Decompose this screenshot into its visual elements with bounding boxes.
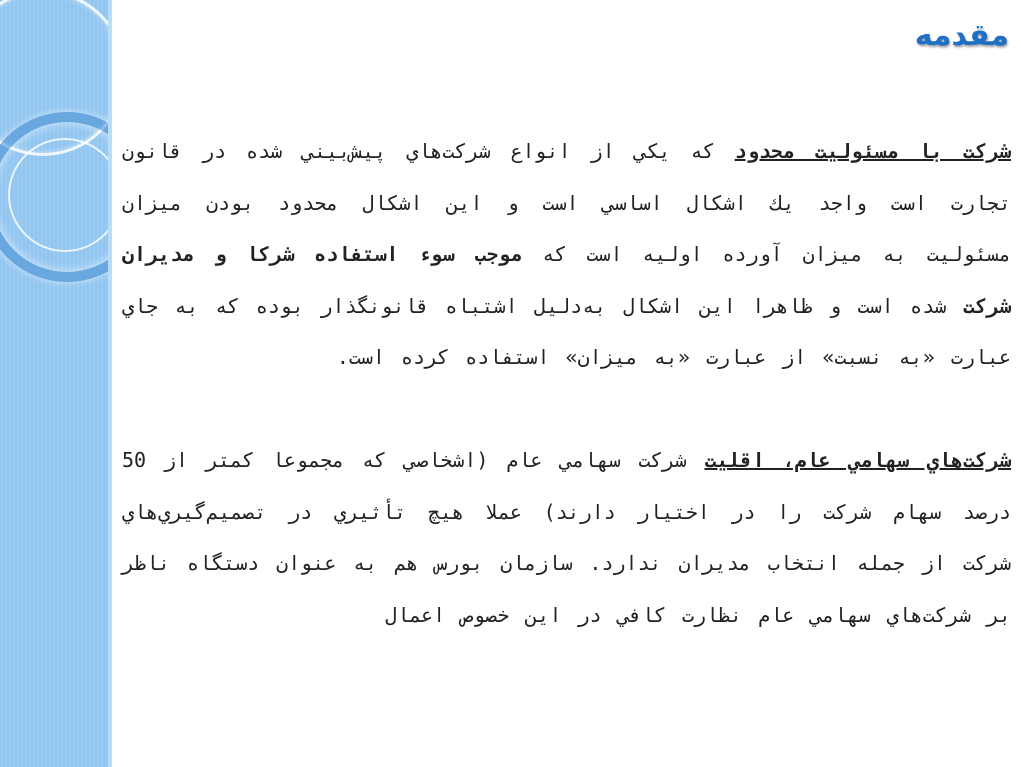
paragraph-text: شده است و ظاهرا اين اشكال به‌دليل اشتباه قانونگذار بوده كه به جاي عبارت «به نسبت» از عبارت «به ميزان» استفاده كرده است. (122, 293, 1011, 369)
term-limited-liability-company: شركت با مسئوليت محدود (734, 139, 1011, 163)
slide-body (122, 126, 1011, 641)
decorative-ring (8, 138, 112, 252)
slide-title: مقدمه (914, 18, 1009, 53)
paragraph-minority-shareholders (122, 435, 1011, 641)
paragraph-text: شركت سهامي عام (اشخاصي كه مجموعا كمتر از 50 درصد سهام شركت را در اختيار دارند) عملا هيچ تأثيري در تصميم‌گيري‌هاي شركت از جمله انتخاب مديران ندارد. سازمان بورس هم به عنوان دستگاه ناظر بر شركت‌هاي سهامي عام نظارت كافي در اين خصوص اعمال (122, 448, 1011, 627)
paragraph-limited-liability (122, 126, 1011, 384)
sidebar-edge (108, 0, 112, 767)
decorative-sidebar (0, 0, 112, 767)
bold-phrase: موجب سوء استفاده شركا و مديران شركت (122, 242, 1011, 318)
paragraph-spacer (122, 384, 1011, 436)
term-public-joint-stock-minority: شركت‌هاي سهامي عام، اقليت (704, 448, 1011, 472)
paragraph-text: كه يكي از انواع شركت‌هاي پيش‌بيني شده در قانون تجارت است واجد يك اشكال اساسي است و اين اشكال محدود بودن ميزان مسئوليت به ميزان آورده اوليه است كه (122, 139, 1011, 266)
